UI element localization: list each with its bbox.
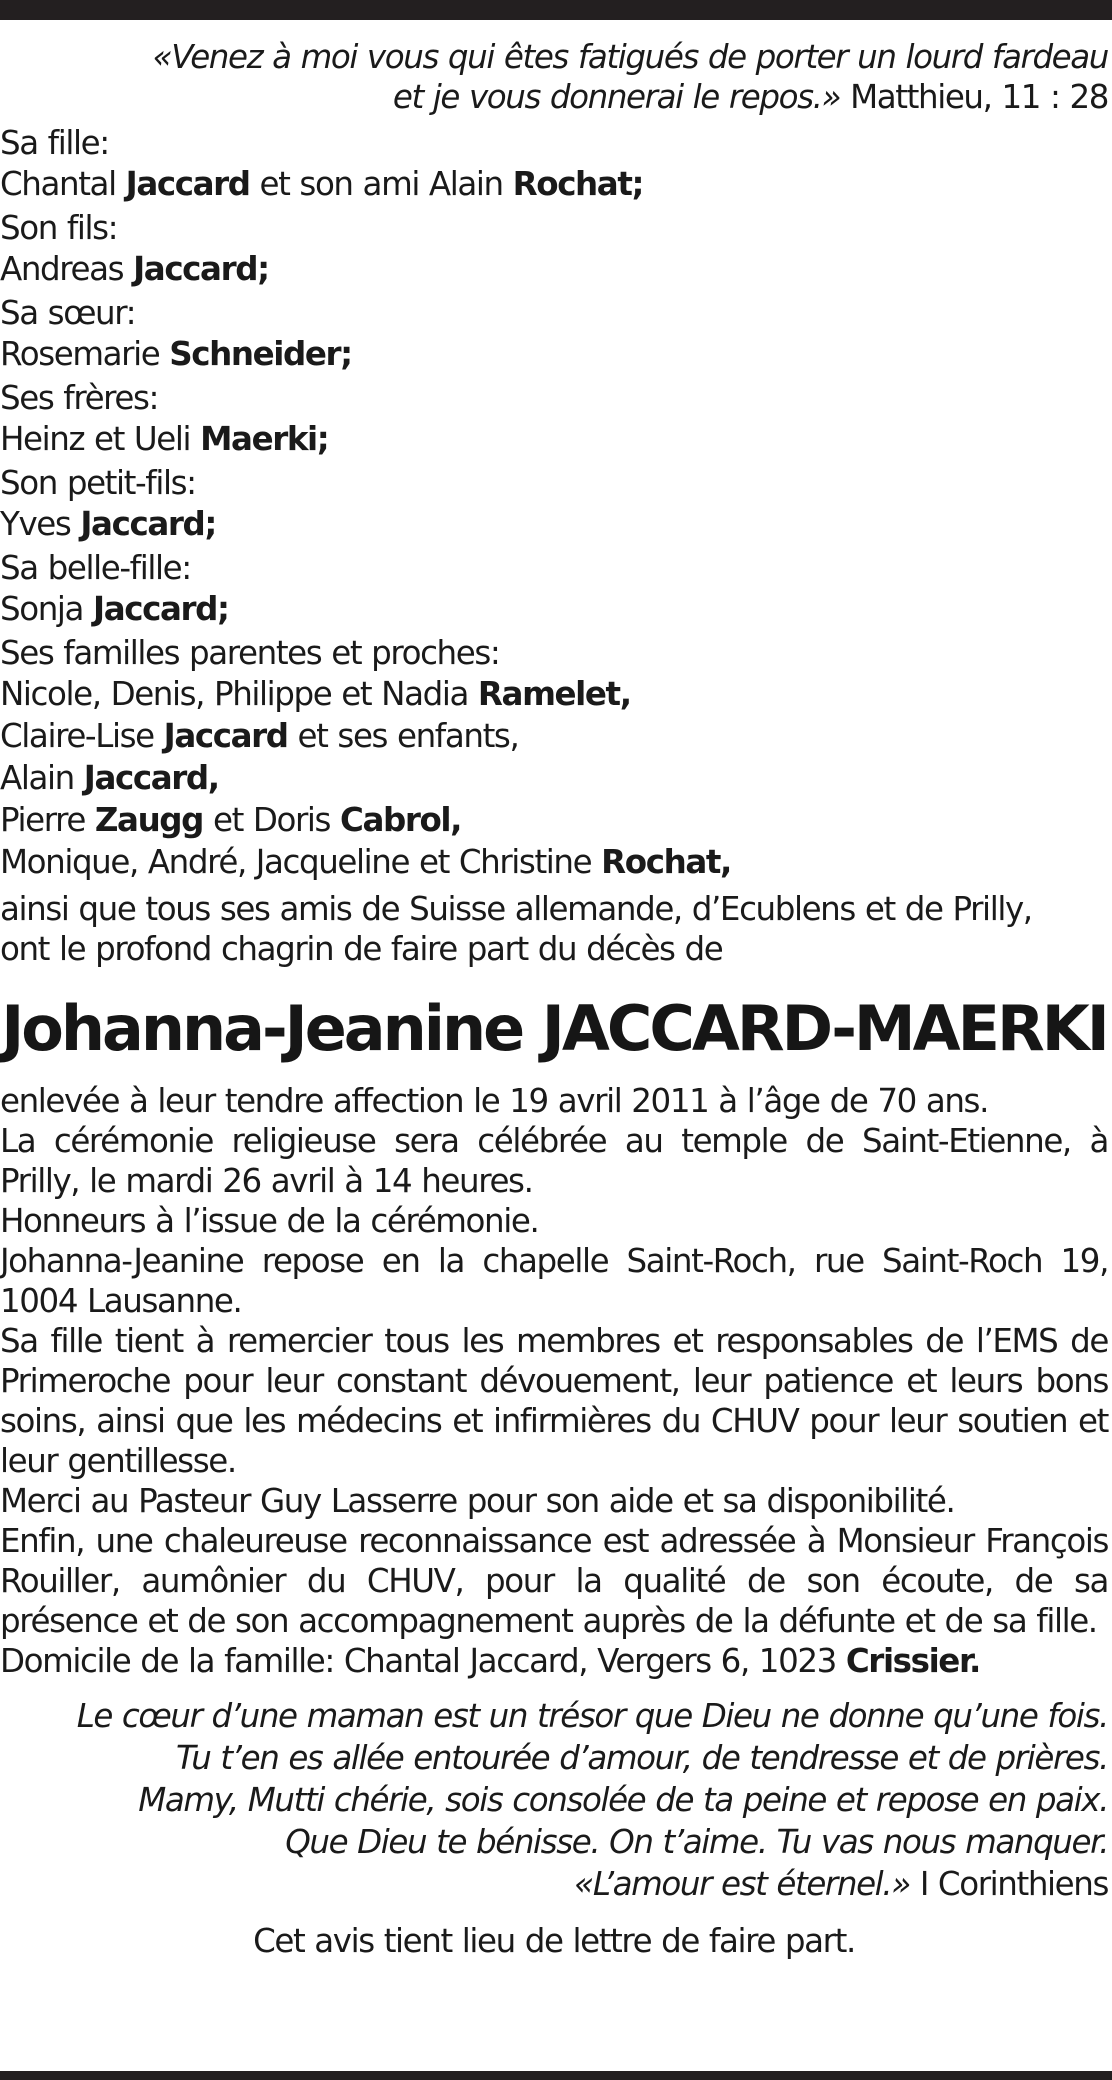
family-surname: Jaccard,: [83, 759, 219, 797]
body-paragraph-thanks-chaplain: Enfin, une chaleureuse reconnaissance est adressée à Monsieur François Rouiller, aumônier du CHUV, pour la qualité de son écoute, de sa présence et de son accompagnement auprès de la défunte et de sa fille.: [0, 1522, 1108, 1640]
family-member-line: [0, 715, 1108, 757]
poem-line-3: Mamy, Mutti chérie, sois consolée de ta peine et repose en paix.: [138, 1781, 1108, 1819]
family-surname: Schneider;: [169, 335, 352, 373]
family-group: [0, 378, 1108, 460]
poem-quote: «L’amour est éternel.»: [574, 1865, 910, 1903]
family-given-names: Alain: [0, 759, 84, 797]
family-surname: Cabrol,: [340, 801, 462, 839]
family-group: [0, 633, 1108, 883]
family-role-label: Ses familles parentes et proches:: [0, 634, 500, 672]
body-paragraph-thanks-ems: Sa fille tient à remercier tous les membres et responsables de l’EMS de Primeroche pour leur constant dévouement, leur patience et leurs bons soins, ainsi que les médecins et infirmières du CHUV pour leur soutien et leur gentillesse.: [0, 1322, 1108, 1480]
family-surname: Zaugg: [94, 801, 204, 839]
family-group: [0, 293, 1108, 375]
poem-line-2: Tu t’en es allée entourée d’amour, de tendresse et de prières.: [176, 1739, 1108, 1777]
family-surname: Jaccard;: [93, 590, 229, 628]
family-member-line: [0, 799, 1108, 841]
epigraph-line-1: «Venez à moi vous qui êtes fatigués de porter un lourd fardeau: [152, 38, 1108, 76]
family-given-names: et son ami Alain: [249, 165, 513, 203]
family-given-names: Claire-Lise: [0, 717, 164, 755]
family-member-line: [0, 841, 1108, 883]
bottom-rule: [0, 2071, 1112, 2080]
poem-quote-reference: I Corinthiens: [909, 1865, 1108, 1903]
family-group: [0, 123, 1108, 205]
family-member-line: [0, 673, 1108, 715]
family-address-text: Domicile de la famille: Chantal Jaccard, Vergers 6, 1023: [0, 1642, 846, 1680]
deceased-name: Johanna-Jeanine JACCARD-MAERKI: [1, 992, 1107, 1065]
family-surname: Rochat,: [601, 843, 731, 881]
epigraph-line-2: [0, 77, 1108, 117]
body-paragraph-family-address: [0, 1641, 1108, 1681]
family-given-names: et ses enfants,: [287, 717, 519, 755]
family-group: [0, 208, 1108, 290]
poem-line-1: Le cœur d’une maman est un trésor que Dieu ne donne qu’une fois.: [76, 1697, 1108, 1735]
intro-line-1: ainsi que tous ses amis de Suisse allemande, d’Ecublens et de Prilly,: [0, 890, 1032, 928]
closing-note: Cet avis tient lieu de lettre de faire part.: [253, 1922, 855, 1960]
family-member-line: [0, 588, 1108, 630]
family-member-line: [0, 248, 1108, 290]
epigraph-quote-end: et je vous donnerai le repos.»: [392, 78, 841, 116]
poem: [0, 1695, 1108, 1905]
family-given-names: Sonja: [0, 590, 93, 628]
family-member-line: [0, 757, 1108, 799]
family-role-label: Sa sœur:: [0, 294, 136, 332]
poem-quote-line: [0, 1863, 1108, 1905]
family-surname: Rochat;: [512, 165, 644, 203]
body-paragraph-ceremony: La cérémonie religieuse sera célébrée au temple de Saint-Etienne, à Prilly, le mardi 26 avril à 14 heures.: [0, 1122, 1108, 1200]
family-address-town: Crissier.: [845, 1642, 980, 1680]
family-given-names: Andreas: [0, 250, 134, 288]
body-paragraph-chapel: Johanna-Jeanine repose en la chapelle Saint-Roch, rue Saint-Roch 19, 1004 Lausanne.: [0, 1242, 1108, 1320]
family-given-names: Pierre: [0, 801, 95, 839]
family-list: [0, 123, 1108, 883]
family-given-names: et Doris: [203, 801, 341, 839]
family-given-names: Nicole, Denis, Philippe et Nadia: [0, 675, 478, 713]
poem-line-4: Que Dieu te bénisse. On t’aime. Tu vas nous manquer.: [285, 1823, 1108, 1861]
family-surname: Ramelet,: [477, 675, 631, 713]
family-given-names: Heinz et Ueli: [0, 420, 201, 458]
family-given-names: Chantal: [0, 165, 126, 203]
family-surname: Maerki;: [200, 420, 329, 458]
family-surname: Jaccard: [125, 165, 250, 203]
family-member-line: [0, 333, 1108, 375]
family-given-names: Rosemarie: [0, 335, 170, 373]
epigraph: [0, 37, 1108, 117]
family-member-line: [0, 418, 1108, 460]
announcement-intro: [0, 889, 1108, 969]
family-group: [0, 463, 1108, 545]
body-paragraph-death-date: enlevée à leur tendre affection le 19 avril 2011 à l’âge de 70 ans.: [0, 1082, 989, 1120]
family-given-names: Monique, André, Jacqueline et Christine: [0, 843, 602, 881]
family-member-line: [0, 503, 1108, 545]
family-surname: Jaccard: [163, 717, 288, 755]
announcement-body: [0, 1081, 1108, 1681]
family-surname: Jaccard;: [133, 250, 269, 288]
family-role-label: Son petit-fils:: [0, 464, 196, 502]
family-role-label: Ses frères:: [0, 379, 159, 417]
family-role-label: Son fils:: [0, 209, 118, 247]
body-paragraph-honours: Honneurs à l’issue de la cérémonie.: [0, 1202, 539, 1240]
family-role-label: Sa belle-fille:: [0, 549, 191, 587]
family-role-label: Sa fille:: [0, 124, 109, 162]
family-member-line: [0, 163, 1108, 205]
family-surname: Jaccard;: [80, 505, 216, 543]
epigraph-reference: Matthieu, 11 : 28: [840, 78, 1108, 116]
obituary-notice: [0, 37, 1108, 1961]
family-group: [0, 548, 1108, 630]
intro-line-2: ont le profond chagrin de faire part du décès de: [0, 930, 723, 968]
body-paragraph-thanks-pastor: Merci au Pasteur Guy Lasserre pour son aide et sa disponibilité.: [0, 1482, 955, 1520]
family-given-names: Yves: [0, 505, 81, 543]
top-rule: [0, 0, 1112, 20]
